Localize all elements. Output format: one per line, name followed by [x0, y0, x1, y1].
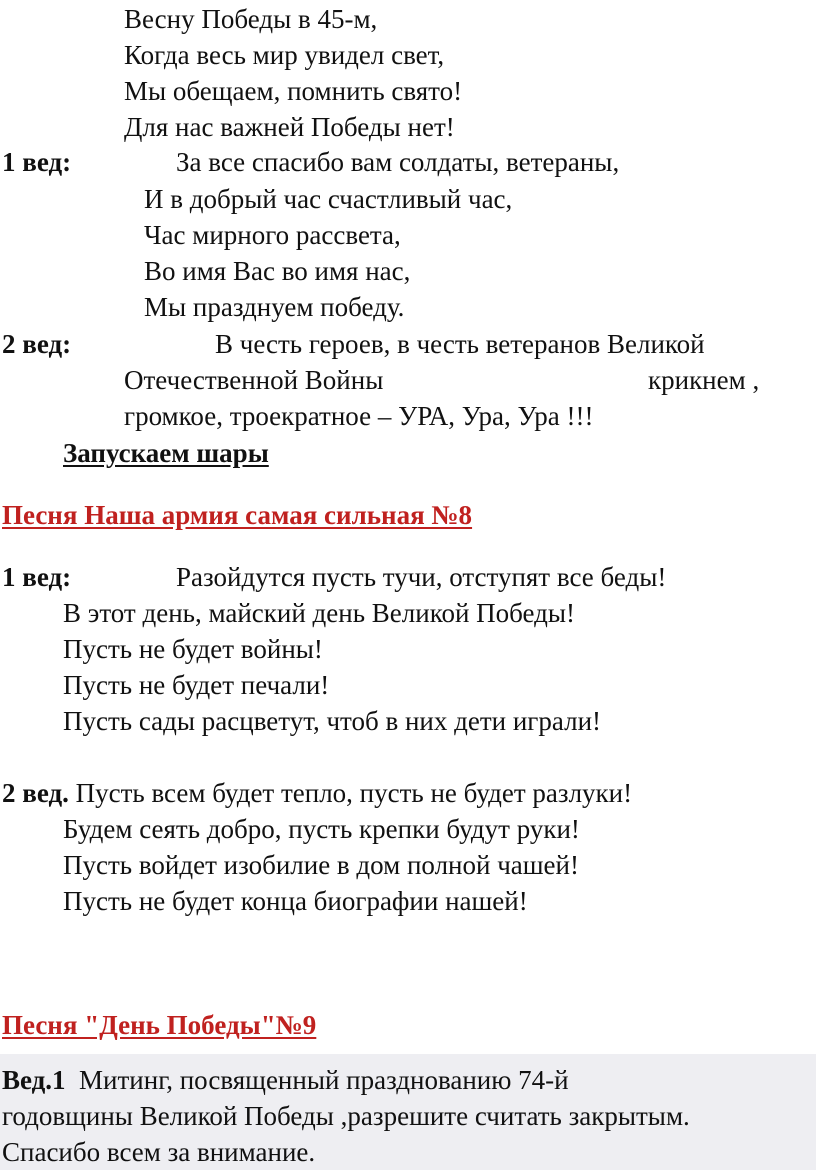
speaker-label: 2 вед.	[2, 778, 69, 808]
speech-line: Спасибо всем за внимание.	[2, 1137, 316, 1167]
poem-line: Весну Победы в 45-м,	[124, 4, 378, 34]
speech-line: Пусть войдет изобилие в дом полной чашей!	[63, 850, 579, 880]
speech-line: За все спасибо вам солдаты, ветераны,	[176, 147, 620, 177]
speech-line-with-speaker	[2, 1063, 569, 1097]
speech-line: Мы празднуем победу.	[144, 292, 405, 322]
speech-line: крикнем ,	[648, 365, 760, 395]
song-heading: Песня "День Победы"№9	[2, 1010, 317, 1040]
speech-line: Пусть не будет конца биографии нашей!	[63, 886, 528, 916]
poem-line: Когда весь мир увидел свет,	[124, 40, 445, 70]
speech-line: Пусть сады расцветут, чтоб в них дети играли!	[63, 706, 602, 736]
speech-line: В этот день, майский день Великой Победы!	[63, 598, 576, 628]
speech-line: Разойдутся пусть тучи, отступят все беды!	[176, 562, 667, 592]
speech-line: Во имя Вас во имя нас,	[144, 256, 411, 286]
speech-line: Час мирного рассвета,	[144, 220, 401, 250]
song-heading: Песня Наша армия самая сильная №8	[2, 500, 473, 530]
speech-line: годовщины Великой Победы ,разрешите считать закрытым.	[2, 1101, 690, 1131]
speech-line: Пусть не будет войны!	[63, 634, 323, 664]
speech-line: В честь героев, в честь ветеранов Великой	[215, 329, 705, 359]
speech-line: Пусть не будет печали!	[63, 670, 330, 700]
speaker-label: 2 вед:	[2, 329, 72, 359]
speech-line: Будем сеять добро, пусть крепки будут руки!	[63, 814, 580, 844]
speaker-label: 1 вед:	[2, 562, 72, 592]
poem-line: Для нас важней Победы нет!	[124, 112, 455, 142]
speech-line-with-speaker	[2, 776, 632, 810]
speech-line: И в добрый час счастливый час,	[144, 184, 513, 214]
stage-direction: Запускаем шары	[63, 438, 269, 468]
speech-line: громкое, троекратное – УРА, Ура, Ура !!!	[124, 401, 594, 431]
speaker-label: Вед.1	[2, 1065, 66, 1095]
poem-line: Мы обещаем, помнить свято!	[124, 76, 463, 106]
speaker-label: 1 вед:	[2, 147, 72, 177]
speech-text: Пусть всем будет тепло, пусть не будет разлуки!	[75, 778, 633, 808]
speech-text: Митинг, посвященный празднованию 74-й	[79, 1065, 569, 1095]
speech-line: Отечественной Войны	[124, 365, 384, 395]
